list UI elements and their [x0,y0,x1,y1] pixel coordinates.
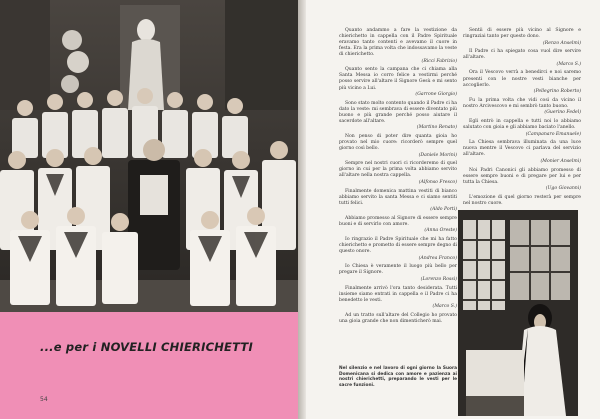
author-signature: (Andrea Franco) [418,255,457,261]
paragraph-text: Ora il Vescovo verrà a benedirci e noi saremo presenti con le nostre vesti bianche per accoglierlo. [463,70,581,88]
author-signature: (Campanaro Emanuele) [525,131,581,137]
paragraph [339,286,457,311]
paragraph-text: Il Padre ci ha spiegato cosa vuol dire servire all'altare. [463,49,581,61]
paragraph-text: Noi Padri Canonici gli abbiamo promesso di essere sempre buoni e di pregare per lui e per tutta la Chiesa. [463,167,581,185]
author-signature: (Aldo Porti) [430,207,457,213]
group-photo [0,0,298,312]
paragraph [463,28,581,47]
paragraph [339,189,457,214]
paragraph [463,168,581,193]
author-signature: (Ricci Fabrizio) [421,58,457,64]
paragraph-text: La Chiesa sembrava illuminata da una luce nuova mentre il Vescovo ci parlava del servizio all'altare. [463,140,581,158]
page-caption: ...e per i NOVELLI CHIERICHETTI [40,340,253,354]
paragraph-text: Abbiamo promesso al Signore di essere sempre buoni e di servirlo con amore. [339,215,457,227]
paragraph-text: Fu la prima volta che vidi così da vicino il nostro Arcivescovo e mi sembrò tanto buono. [463,97,581,109]
paragraph [463,140,581,165]
author-signature: (Garrone Giorgio) [415,92,457,98]
paragraph [339,216,457,235]
page-gutter [298,0,306,419]
paragraph-text: Sono stato molto contento quando il Padre ci ha dato la veste: mi sembrava di essere diventato più buono e più grande perché posso aiutare il sacerdote all'altare. [339,100,457,124]
paragraph [463,195,581,207]
author-signature: (Martino Renato) [416,125,457,131]
paragraph [463,70,581,95]
author-signature: (Marco S.) [432,304,457,310]
paragraph-text: Finalmente domenica mattina vestiti di bianco abbiamo servito la santa Messa e ci siamo sentiti tutti felici. [339,188,457,206]
right-page [306,0,600,419]
paragraph [463,98,581,117]
paragraph-text: Non penso di poter dire quanta gioia ho provato nel mio cuore: ricorderò sempre quel giorno così bello. [339,134,457,152]
paragraph [463,49,581,68]
paragraph-text: Sentii di essere più vicino al Signore e ringraziai tanto per questo dono. [463,28,581,40]
paragraph [339,313,457,325]
paragraph [463,119,581,138]
author-signature: (Daniele Morini) [418,152,457,158]
photo-caption: Nel silenzio e nel lavoro di ogni giorno la Suora Domenicana si dedica con amore e pazienza ai nostri chierichetti, preparando le vesti per le sacre funzioni. [339,366,457,388]
paragraph-text: Egli entrò in cappella e tutti noi lo abbiamo salutato con gioia e gli abbiamo baciato l'anello. [463,118,581,131]
author-signature: (Guerino Fedel) [544,110,581,116]
nun-photo-illustration [458,210,578,416]
author-signature: (Renzo Anselmi) [542,40,581,46]
left-page [0,0,298,419]
author-signature: (Anna Oreste) [424,228,457,234]
paragraph-text: Quanto andammo a fare la vestizione da chierichetto in cappella con il Padre Spirituale eravamo tanto contenti e avevamo il cuore in festa. Era la prima volta che indossavamo la veste di chierichetto. [339,28,457,58]
author-signature: (Monier Anselmi) [540,158,581,164]
page-number: 54 [40,396,48,403]
paragraph-text: L'emozione di quel giorno resterà per sempre nel nostro cuore. [463,194,581,206]
paragraph-text: Io Chiesa è veramente il luogo più bello per pregare il Signore. [339,264,457,276]
nun-photo [458,210,578,416]
author-signature: (Lorenzo Rossi) [420,276,457,282]
paragraph-text: Sempre nel nostri cuori ci ricorderemo di quel giorno in cui per la prima volta abbiamo servito all'altare nella nostra cappella. [339,161,457,179]
paragraph-text: Quanto sento la campana che ci chiama alla Santa Messa io corro felice a vestirmi perché posso servire all'altare il Signore Gesù e mi sento più vicino a Lui. [339,67,457,91]
paragraph [339,28,457,65]
author-signature: (Pellegrino Roberto) [533,89,581,95]
author-signature: (Alfonso Fresco) [418,179,457,185]
paragraph [339,67,457,98]
paragraph [339,264,457,283]
paragraph [339,101,457,132]
paragraph [339,134,457,159]
author-signature: (Marco S.) [556,61,581,67]
paragraph-text: Finalmente arrivò l'ora tanto desiderata. Tutti insieme siamo entrati in cappella e il Padre ci ha benedetto le vesti. [339,285,457,303]
paragraph [339,161,457,186]
text-column-2 [463,28,581,209]
group-photo-illustration [0,0,298,312]
paragraph [339,237,457,262]
paragraph-text: Ad un tratto sull'altare del Collegio ho provato una gioia grande che non dimenticherò mai. [339,312,457,324]
paragraph-text: Io ringrazio il Padre Spirituale che mi ha fatto chierichetto e prometto di essere sempre degno di questo onore. [339,237,457,255]
author-signature: (Ugo Giovanni) [545,186,581,192]
text-column-1 [339,28,457,328]
